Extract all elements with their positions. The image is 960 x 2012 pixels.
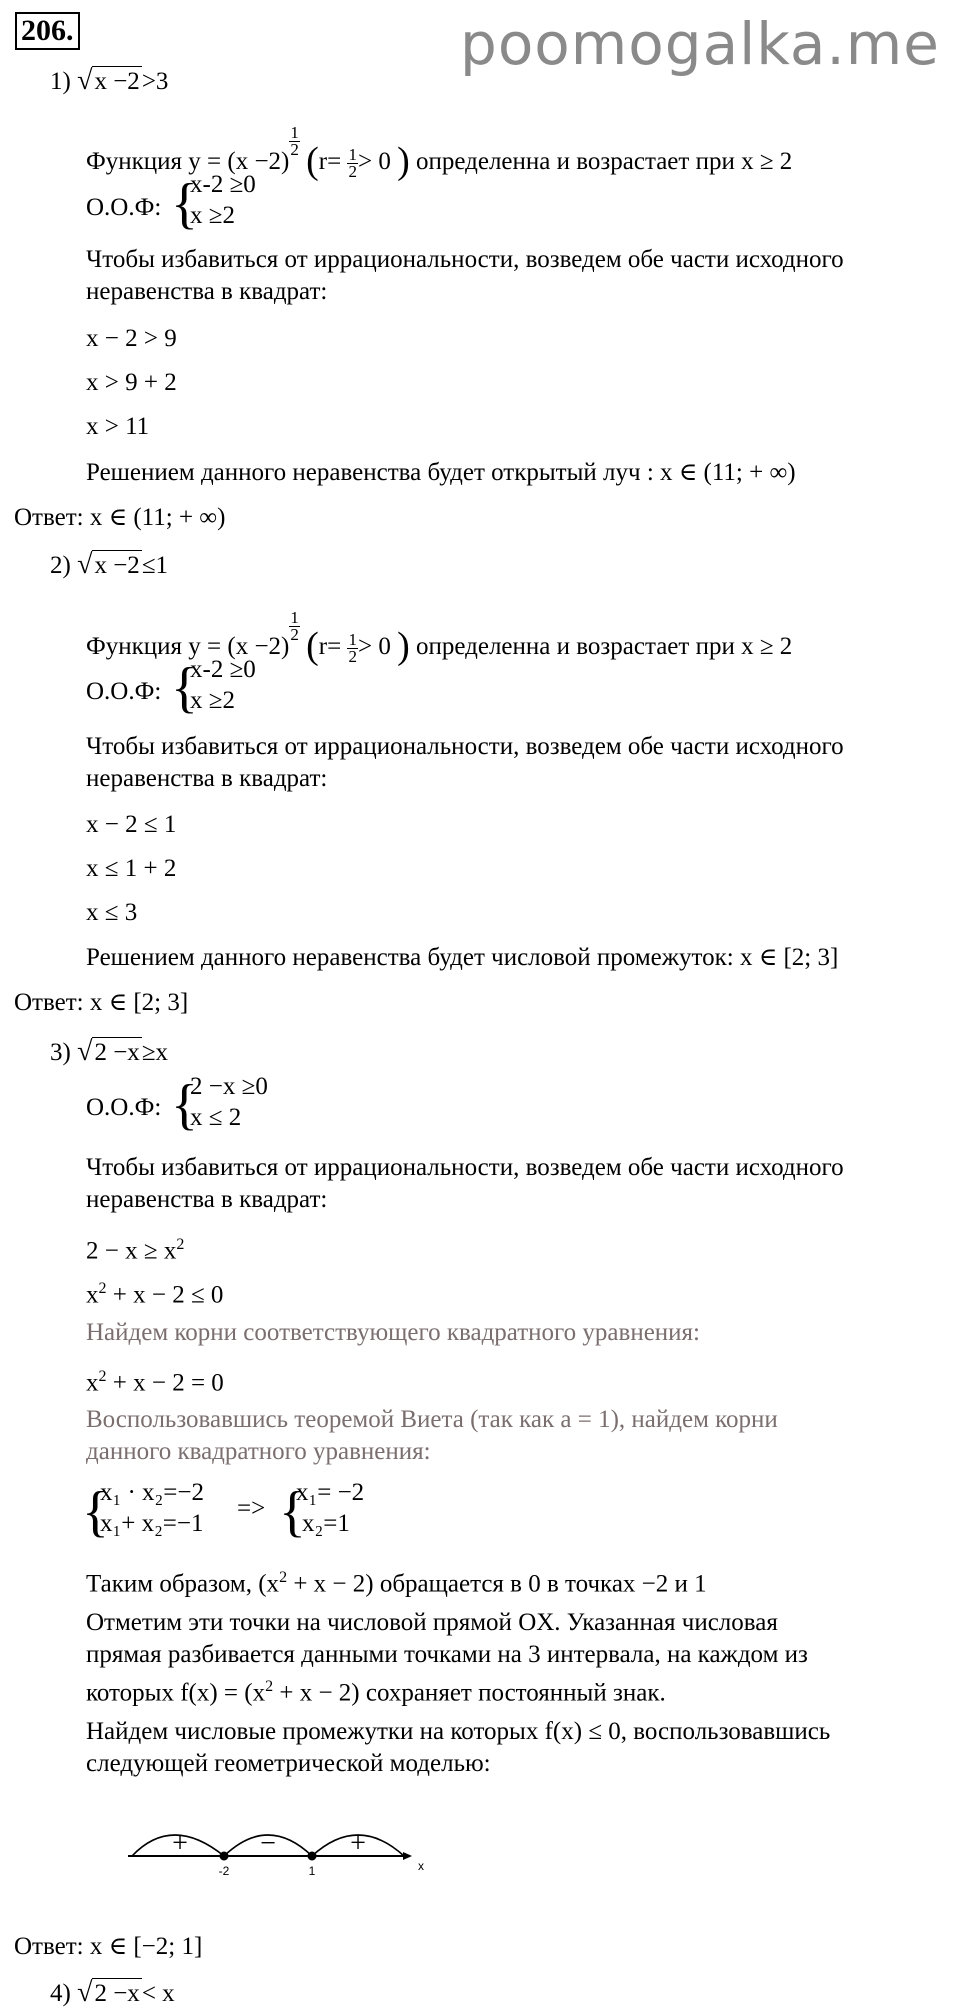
brace-icon: {: [171, 1074, 198, 1136]
sqrt-icon: √: [77, 65, 93, 96]
part3-oof-label: О.О.Ф:: [86, 1094, 162, 1121]
label-point-minus-two: -2: [218, 1864, 230, 1878]
label-point-one: 1: [308, 1864, 316, 1878]
part1-solution: Решением данного неравенства будет открытый луч : x ∈ (11; + ∞): [86, 459, 796, 486]
part1-r-frac: [347, 144, 358, 181]
zero-power: 2: [279, 1569, 288, 1586]
part3-roots-1: x₁= −2: [296, 1479, 365, 1506]
part3-roots-hint: Найдем корни соответствующего квадратного уравнения:: [86, 1319, 701, 1346]
part3-inequality: ≥x: [141, 1039, 169, 1066]
part4-inequality: < x: [141, 1980, 175, 2007]
part2-oof-label: О.О.Ф:: [86, 678, 162, 705]
part2-solution: Решением данного неравенства будет числовой промежуток: x ∈ [2; 3]: [86, 944, 839, 971]
part3-mark-2: прямая разбивается данными точками на 3 интервала, на каждом из: [86, 1641, 808, 1668]
r-num: 1: [348, 144, 357, 164]
part2-step-2: x ≤ 1 + 2: [86, 855, 177, 882]
exp-num: 1: [290, 608, 299, 627]
part3-mark-3: [86, 1672, 666, 1708]
part4-heading: [50, 1978, 175, 2009]
paren-open: (: [306, 140, 319, 182]
exp-num: 1: [290, 123, 299, 142]
part4-number: 4): [50, 1980, 71, 2007]
part3-find-2: следующей геометрической моделью:: [86, 1750, 491, 1777]
part2-step-3: x ≤ 3: [86, 899, 138, 926]
r-num: 1: [348, 629, 357, 649]
ineq-2-rest: + x − 2 ≤ 0: [106, 1281, 224, 1309]
paren-open: (: [306, 625, 319, 667]
part1-oof-2: x ≥2: [190, 202, 235, 229]
mark-3-power: 2: [265, 1678, 274, 1695]
part1-function-desc: определенна и возрастает при x ≥ 2: [416, 148, 793, 175]
part2-r-cond: > 0: [357, 633, 391, 660]
sign-plus-left: +: [172, 1828, 188, 1859]
task-number: 206.: [15, 12, 80, 50]
ineq-1-power: 2: [176, 1236, 185, 1253]
part1-heading: [50, 66, 168, 97]
r-den: 2: [348, 161, 357, 181]
part1-answer: Ответ: x ∈ (11; + ∞): [14, 504, 226, 531]
part2-number: 2): [50, 552, 71, 579]
part3-ineq-2: [86, 1274, 223, 1310]
part1-inequality: >3: [141, 68, 169, 95]
part2-heading: [50, 550, 168, 581]
part2-step-1: x − 2 ≤ 1: [86, 811, 177, 838]
part2-oof-1: x-2 ≥0: [190, 656, 256, 683]
part3-vieta-sys-1: x₁ · x₂=−2: [100, 1479, 204, 1506]
part3-mark-1: Отметим эти точки на числовой прямой OX. Указанная числовая: [86, 1609, 778, 1636]
exp-den: 2: [290, 625, 299, 644]
brace-icon: {: [171, 657, 198, 719]
sqrt-icon: √: [77, 549, 93, 580]
ineq-2-var: x: [86, 1281, 99, 1309]
ineq-1-text: 2 − x ≥ x: [86, 1237, 177, 1265]
sqrt-icon: √: [77, 1036, 93, 1067]
part2-oof-2: x ≥2: [190, 687, 235, 714]
part3-equation: [86, 1362, 224, 1398]
sign-minus: −: [260, 1828, 276, 1859]
part2-square-1: Чтобы избавиться от иррациональности, возведем обе части исходного: [86, 733, 844, 760]
part2-inequality: ≤1: [141, 552, 169, 579]
part1-radicand: x −2: [94, 68, 140, 95]
label-axis-x: x: [418, 1859, 424, 1873]
part3-oof-2: x ≤ 2: [190, 1104, 242, 1131]
part1-number: 1): [50, 68, 71, 95]
brace-icon: {: [171, 173, 198, 235]
eq-var: x: [86, 1369, 99, 1397]
part3-vieta-sys-2: x₁+ x₂=−1: [100, 1510, 204, 1537]
implies-arrow: =>: [237, 1495, 266, 1522]
paren-close: ): [397, 625, 410, 667]
part3-heading: [50, 1037, 168, 1068]
part2-function-text: Функция y = (x −2): [86, 633, 290, 660]
part3-square-1: Чтобы избавиться от иррациональности, возведем обе части исходного: [86, 1154, 844, 1181]
mark-3a: которых f(x) = (x: [86, 1679, 266, 1707]
eq-power: 2: [98, 1368, 107, 1385]
sqrt-icon: √: [77, 1977, 93, 2008]
mark-3c: + x − 2) сохраняет постоянный знак.: [273, 1679, 666, 1707]
point-one: [308, 1852, 317, 1861]
brace-icon: {: [279, 1481, 306, 1543]
part2-r-frac: [347, 629, 358, 666]
part1-r: r=: [318, 148, 342, 175]
r-den: 2: [348, 646, 357, 666]
part3-vieta-2: данного квадратного уравнения:: [86, 1438, 431, 1465]
sign-plus-right: +: [350, 1828, 366, 1859]
ineq-2-power: 2: [98, 1280, 107, 1297]
eq-rest: + x − 2 = 0: [106, 1369, 224, 1397]
part3-oof-1: 2 −x ≥0: [190, 1073, 268, 1100]
paren-close: ): [397, 140, 410, 182]
part3-vieta-1: Воспользовавшись теоремой Виета (так как a = 1), найдем корни: [86, 1406, 778, 1433]
part3-zero-line: [86, 1563, 707, 1599]
part3-square-2: неравенства в квадрат:: [86, 1186, 328, 1213]
exp-den: 2: [290, 140, 299, 159]
part1-r-cond: > 0: [357, 148, 391, 175]
part3-ineq-1: [86, 1230, 184, 1266]
brace-icon: {: [82, 1481, 109, 1543]
axis-arrow-icon: [403, 1852, 412, 1860]
part2-r: r=: [318, 633, 342, 660]
part2-function-desc: определенна и возрастает при x ≥ 2: [416, 633, 793, 660]
point-minus-two: [220, 1852, 229, 1861]
part4-radicand: 2 −x: [94, 1980, 140, 2007]
part3-number: 3): [50, 1039, 71, 1066]
part2-radicand: x −2: [94, 552, 140, 579]
part1-step-3: x > 11: [86, 413, 150, 440]
part1-square-2: неравенства в квадрат:: [86, 278, 328, 305]
part2-answer: Ответ: x ∈ [2; 3]: [14, 989, 189, 1016]
part2-exponent: [289, 610, 300, 643]
part1-oof-1: x-2 ≥0: [190, 171, 256, 198]
part2-square-2: неравенства в квадрат:: [86, 765, 328, 792]
part1-step-1: x − 2 > 9: [86, 325, 177, 352]
part1-exponent: [289, 125, 300, 158]
part3-radicand: 2 −x: [94, 1039, 140, 1066]
watermark: poomogalka.me: [460, 10, 940, 78]
zero-c: + x − 2) обращается в 0 в точках −2 и 1: [287, 1570, 707, 1598]
zero-a: Таким образом, (x: [86, 1570, 280, 1598]
part1-function-text: Функция y = (x −2): [86, 148, 290, 175]
number-line-diagram: [120, 1810, 440, 1890]
part3-answer: Ответ: x ∈ [−2; 1]: [14, 1933, 203, 1960]
part3-roots-2: x₂=1: [302, 1510, 350, 1537]
part1-oof-label: О.О.Ф:: [86, 194, 162, 221]
part3-find-1: Найдем числовые промежутки на которых f(x) ≤ 0, воспользовавшись: [86, 1718, 831, 1745]
part1-step-2: x > 9 + 2: [86, 369, 177, 396]
part1-square-1: Чтобы избавиться от иррациональности, возведем обе части исходного: [86, 246, 844, 273]
